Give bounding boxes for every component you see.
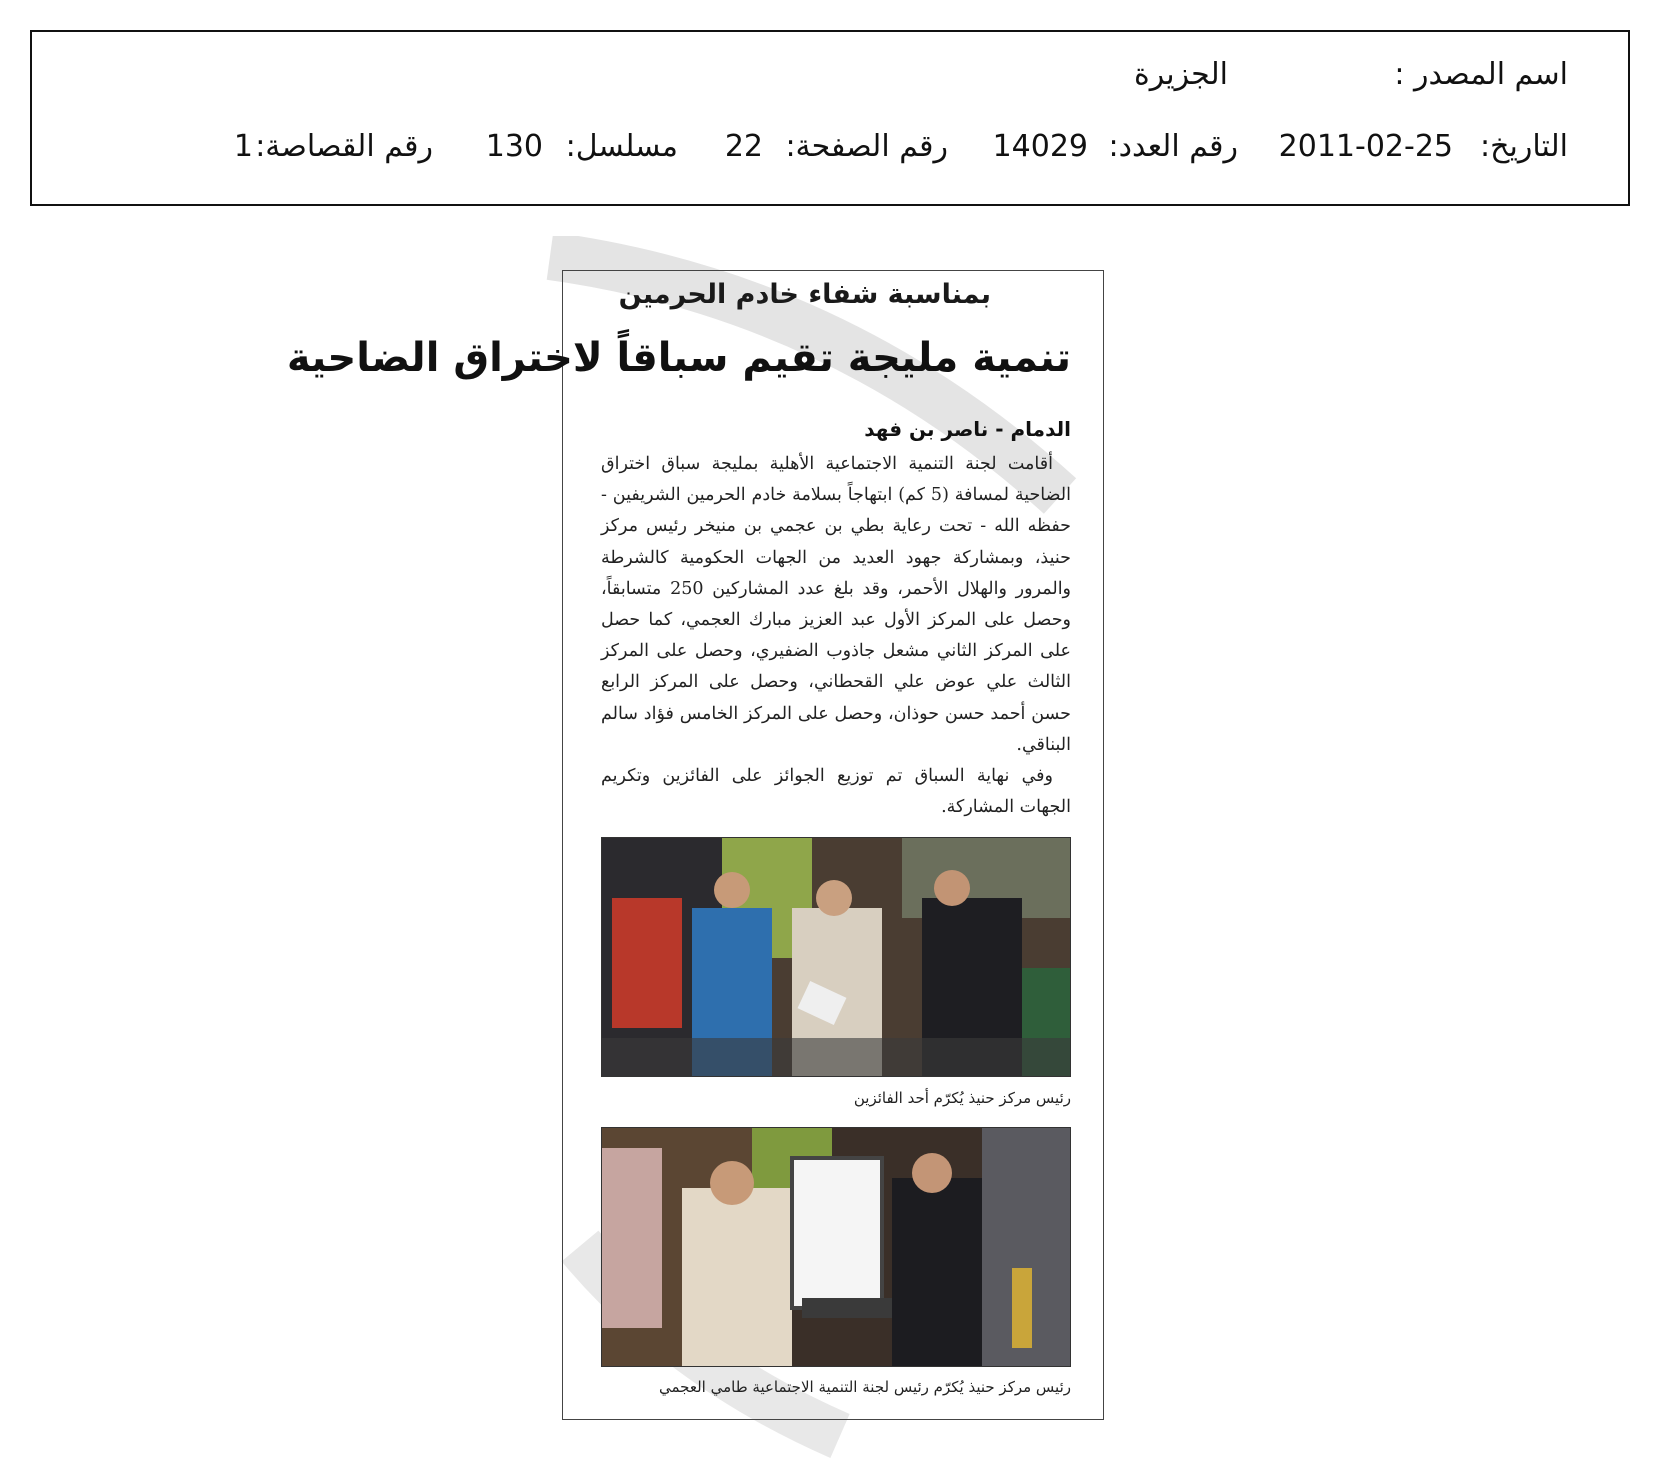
date-label: التاريخ: xyxy=(1480,129,1568,164)
clip-value: 1 xyxy=(233,129,253,164)
source-value: الجزيرة xyxy=(1133,57,1228,92)
article-headline: تنمية مليجة تقيم سباقاً لاختراق الضاحية xyxy=(286,335,1071,381)
photo-caption-2: رئيس مركز حنيذ يُكرّم رئيس لجنة التنمية الاجتماعية طامي العجمي xyxy=(658,1378,1071,1396)
serial-value: 130 xyxy=(485,129,543,164)
article-body xyxy=(601,449,1071,823)
article-photo-2 xyxy=(601,1127,1071,1367)
article-paragraph: أقامت لجنة التنمية الاجتماعية الأهلية بمليجة سباق اختراق الضاحية لمسافة (5 كم) ابتهاجاً بسلامة خادم الحرمين الشريفين - حفظه الله - تحت رعاية بطي بن عجمي بن منيخر رئيس مركز حنيذ، وبمشاركة جهود العديد من الجهات الحكومية كالشرطة والمرور والهلال الأحمر، وقد بلغ عدد المشاركين 250 متسابقاً، وحصل على المركز الأول عبد العزيز مبارك العجمي، كما حصل على المركز الثاني مشعل جاذوب الضفيري، وحصل على المركز الثالث علي عوض علي القحطاني، وحصل على المركز الرابع حسن أحمد حسن حوذان، وحصل على المركز الخامس فؤاد سالم البناقي. xyxy=(601,454,1072,755)
article-paragraph: وفي نهاية السباق تم توزيع الجوائز على الفائزين وتكريم الجهات المشاركة. xyxy=(601,766,1071,818)
article-kicker: بمناسبة شفاء خادم الحرمين xyxy=(618,279,991,310)
date-value: 2011-02-25 xyxy=(1278,129,1453,164)
clip-label: رقم القصاصة: xyxy=(255,129,433,164)
metadata-row-source xyxy=(32,56,1628,96)
article-photo-1 xyxy=(601,837,1071,1077)
page-label: رقم الصفحة: xyxy=(785,129,948,164)
source-label: اسم المصدر : xyxy=(1394,57,1568,92)
metadata-row-details xyxy=(32,128,1628,168)
newspaper-clip xyxy=(286,270,1104,1420)
page-value: 22 xyxy=(724,129,763,164)
metadata-box xyxy=(30,30,1630,206)
issue-value: 14029 xyxy=(992,129,1088,164)
article-byline: الدمام - ناصر بن فهد xyxy=(864,417,1071,441)
photo-caption-1: رئيس مركز حنيذ يُكرّم أحد الفائزين xyxy=(853,1089,1071,1107)
serial-label: مسلسل: xyxy=(565,129,678,164)
issue-label: رقم العدد: xyxy=(1108,129,1238,164)
